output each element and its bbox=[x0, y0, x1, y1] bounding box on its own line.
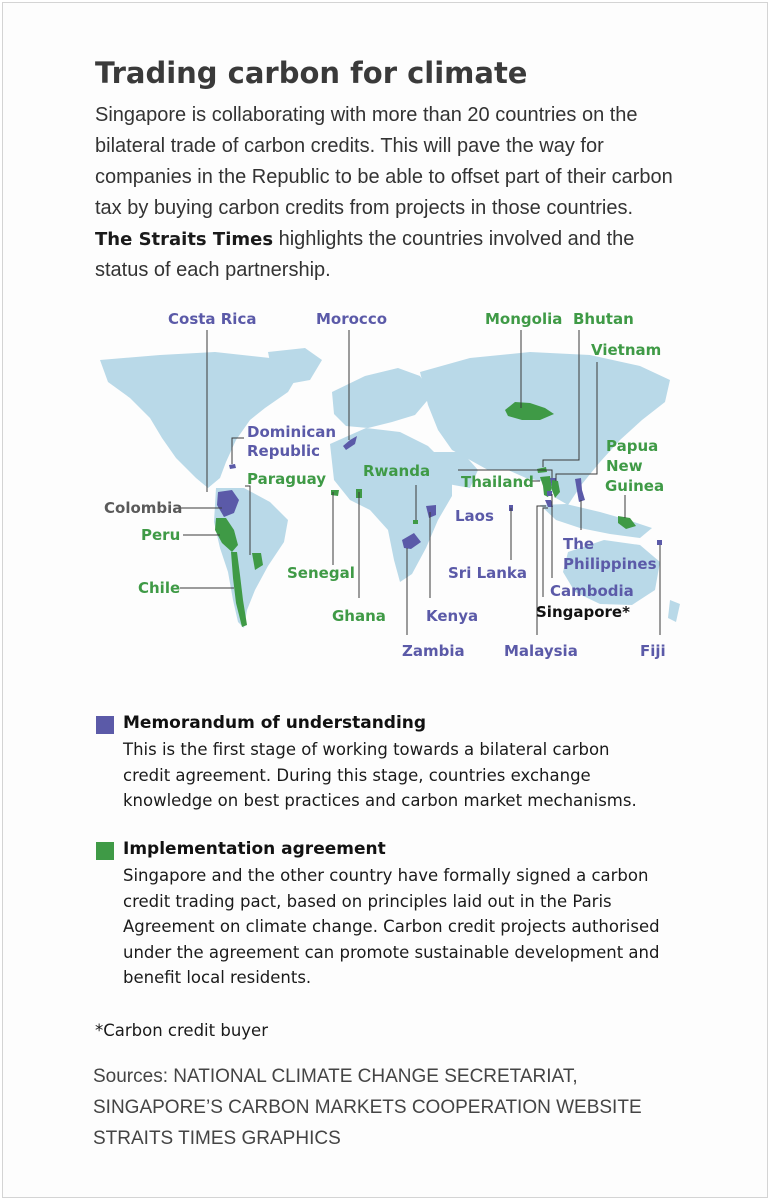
label-singapore: Singapore* bbox=[536, 603, 630, 621]
landmass-maritime-se-asia bbox=[540, 504, 652, 538]
landmass-north-america bbox=[100, 352, 300, 488]
label-mongolia: Mongolia bbox=[485, 310, 563, 328]
sources-line: STRAITS TIMES GRAPHICS bbox=[93, 1128, 341, 1149]
legend-desc-impl-line: credit trading pact, based on principles laid out in the Paris bbox=[123, 891, 612, 911]
label-thailand: Thailand bbox=[461, 473, 534, 491]
label-morocco: Morocco bbox=[316, 310, 388, 328]
label-philippines-line1: The bbox=[563, 535, 595, 553]
publication-name: The Straits Times bbox=[95, 229, 274, 250]
legend-title-mou: Memorandum of understanding bbox=[123, 713, 427, 733]
landmass-new-zealand bbox=[668, 600, 680, 622]
fiji-shape bbox=[657, 540, 662, 545]
legend-desc-impl-line: under the agreement can promote sustainable development and bbox=[123, 942, 660, 962]
label-philippines-line2: Philippines bbox=[563, 555, 657, 573]
legend-desc-impl-line: Agreement on climate change. Carbon credit projects authorised bbox=[123, 917, 660, 936]
label-laos: Laos bbox=[455, 507, 494, 525]
legend-desc-mou-line: credit agreement. During this stage, countries exchange bbox=[123, 765, 591, 785]
legend-desc-implementation bbox=[123, 863, 713, 991]
label-senegal: Senegal bbox=[287, 564, 355, 582]
legend-desc-mou-line: This is the first stage of working towards a bilateral carbon bbox=[123, 740, 610, 759]
label-vietnam: Vietnam bbox=[591, 341, 662, 359]
label-fiji: Fiji bbox=[640, 642, 666, 660]
label-malaysia: Malaysia bbox=[504, 642, 578, 660]
label-cambodia: Cambodia bbox=[550, 582, 634, 600]
dominican-republic-shape bbox=[229, 464, 236, 469]
senegal-shape bbox=[331, 490, 339, 496]
label-peru: Peru bbox=[141, 526, 181, 544]
label-rwanda: Rwanda bbox=[363, 462, 431, 480]
page-title: Trading carbon for climate bbox=[95, 56, 528, 90]
footnote-buyer: *Carbon credit buyer bbox=[95, 1021, 268, 1040]
label-png-line1: Papua bbox=[606, 437, 659, 455]
label-dominican-line2: Republic bbox=[247, 442, 321, 460]
label-colombia: Colombia bbox=[104, 499, 183, 517]
cambodia-shape bbox=[547, 491, 552, 496]
intro-text-start: Singapore is collaborating with more than 20 countries on the bilateral trade of carbon credits. This will pave the way for companies in the Republic to be able to offset part of their carbon tax by buying carbon credits from projects in those countries. bbox=[95, 104, 673, 219]
label-zambia: Zambia bbox=[402, 642, 465, 660]
label-bhutan: Bhutan bbox=[573, 310, 634, 328]
label-kenya: Kenya bbox=[426, 607, 479, 625]
legend-swatch-implementation bbox=[96, 842, 114, 860]
label-png-line3: Guinea bbox=[605, 477, 665, 495]
label-sri-lanka: Sri Lanka bbox=[448, 564, 528, 582]
label-chile: Chile bbox=[138, 579, 181, 597]
sources-line: SINGAPORE’S CARBON MARKETS COOPERATION WEBSITE bbox=[93, 1097, 642, 1118]
intro-text-end: highlights the countries involved and the status of each partnership. bbox=[95, 228, 635, 281]
legend-desc-mou bbox=[123, 737, 713, 814]
landmass-africa bbox=[330, 428, 452, 582]
legend-title-implementation: Implementation agreement bbox=[123, 839, 386, 859]
label-dominican-line1: Dominican bbox=[247, 423, 337, 441]
leader-singapore bbox=[543, 508, 548, 597]
legend-desc-impl-line: Singapore and the other country have formally signed a carbon bbox=[123, 866, 649, 885]
legend-desc-impl-line: benefit local residents. bbox=[123, 968, 312, 987]
label-paraguay: Paraguay bbox=[247, 470, 327, 488]
rwanda-shape bbox=[413, 520, 418, 524]
label-ghana: Ghana bbox=[332, 607, 386, 625]
label-png-line2: New bbox=[606, 457, 643, 475]
legend-swatch-mou bbox=[96, 716, 114, 734]
sources-line: Sources: NATIONAL CLIMATE CHANGE SECRETARIAT, bbox=[93, 1066, 578, 1087]
label-costa-rica: Costa Rica bbox=[168, 310, 257, 328]
landmass-europe bbox=[332, 368, 432, 428]
legend-desc-mou-line: knowledge on best practices and carbon market mechanisms. bbox=[123, 791, 637, 810]
sources-credit bbox=[93, 1061, 642, 1154]
